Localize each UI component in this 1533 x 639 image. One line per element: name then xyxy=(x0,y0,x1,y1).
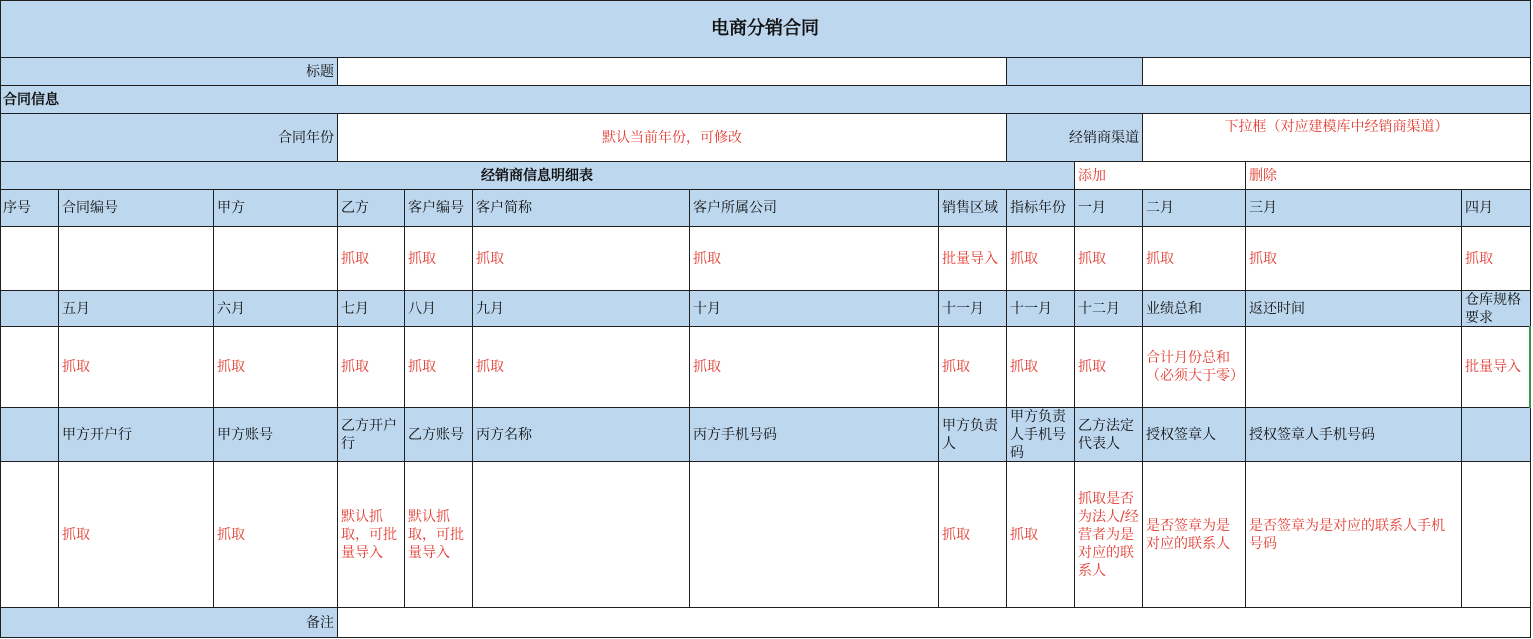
data-cell-row3-1[interactable]: 抓取 xyxy=(59,462,214,608)
column-header-header3-12 xyxy=(1462,408,1531,462)
column-header-header2-9: 十二月 xyxy=(1075,291,1143,327)
data-cell-row3-5[interactable] xyxy=(473,462,690,608)
data-cell-row2-5[interactable]: 抓取 xyxy=(473,327,690,408)
column-header-header2-11: 返还时间 xyxy=(1246,291,1462,327)
column-header-header1-5: 客户简称 xyxy=(473,190,690,227)
data-cell-row1-12[interactable]: 抓取 xyxy=(1462,227,1531,291)
channel-label: 经销商渠道 xyxy=(1007,114,1143,162)
column-header-header2-1: 五月 xyxy=(59,291,214,327)
column-header-header3-6: 丙方手机号码 xyxy=(690,408,939,462)
data-cell-row2-6[interactable]: 抓取 xyxy=(690,327,939,408)
data-cell-row2-7[interactable]: 抓取 xyxy=(939,327,1007,408)
data-cell-row3-2[interactable]: 抓取 xyxy=(214,462,338,608)
data-cell-row3-4[interactable]: 默认抓取，可批量导入 xyxy=(405,462,473,608)
column-header-header2-8: 十一月 xyxy=(1007,291,1075,327)
data-cell-row3-8[interactable]: 抓取 xyxy=(1007,462,1075,608)
data-cell-row3-12[interactable] xyxy=(1462,462,1531,608)
remark-label: 备注 xyxy=(0,608,338,638)
data-cell-row2-0[interactable] xyxy=(0,327,59,408)
column-header-header1-11: 三月 xyxy=(1246,190,1462,227)
column-header-header1-9: 一月 xyxy=(1075,190,1143,227)
column-header-header1-2: 甲方 xyxy=(214,190,338,227)
column-header-header3-1: 甲方开户行 xyxy=(59,408,214,462)
data-cell-row2-8[interactable]: 抓取 xyxy=(1007,327,1075,408)
data-cell-row1-9[interactable]: 抓取 xyxy=(1075,227,1143,291)
add-row-button[interactable]: 添加 xyxy=(1075,162,1246,190)
contract-year-label: 合同年份 xyxy=(0,114,338,162)
data-cell-row1-11[interactable]: 抓取 xyxy=(1246,227,1462,291)
delete-row-button[interactable]: 删除 xyxy=(1246,162,1531,190)
title-extra-label-cell xyxy=(1007,58,1143,86)
column-header-header3-4: 乙方账号 xyxy=(405,408,473,462)
data-cell-row3-10[interactable]: 是否签章为是对应的联系人 xyxy=(1143,462,1246,608)
data-cell-row1-0[interactable] xyxy=(0,227,59,291)
column-header-header1-1: 合同编号 xyxy=(59,190,214,227)
column-header-header2-0 xyxy=(0,291,59,327)
selection-edge-marker xyxy=(1529,326,1531,408)
column-header-header1-10: 二月 xyxy=(1143,190,1246,227)
document-title: 电商分销合同 xyxy=(0,0,1531,58)
column-header-header1-3: 乙方 xyxy=(338,190,405,227)
column-header-header2-2: 六月 xyxy=(214,291,338,327)
column-header-header3-7: 甲方负责人 xyxy=(939,408,1007,462)
data-cell-row2-9[interactable]: 抓取 xyxy=(1075,327,1143,408)
data-cell-row3-7[interactable]: 抓取 xyxy=(939,462,1007,608)
data-cell-row1-5[interactable]: 抓取 xyxy=(473,227,690,291)
column-header-header3-0 xyxy=(0,408,59,462)
data-cell-row2-4[interactable]: 抓取 xyxy=(405,327,473,408)
data-cell-row2-3[interactable]: 抓取 xyxy=(338,327,405,408)
data-cell-row1-8[interactable]: 抓取 xyxy=(1007,227,1075,291)
data-cell-row3-9[interactable]: 抓取是否为法人/经营者为是对应的联系人 xyxy=(1075,462,1143,608)
column-header-header2-3: 七月 xyxy=(338,291,405,327)
column-header-header1-4: 客户编号 xyxy=(405,190,473,227)
data-cell-row3-3[interactable]: 默认抓取，可批量导入 xyxy=(338,462,405,608)
contract-year-field[interactable]: 默认当前年份，可修改 xyxy=(338,114,1007,162)
data-cell-row1-7[interactable]: 批量导入 xyxy=(939,227,1007,291)
column-header-header3-10: 授权签章人 xyxy=(1143,408,1246,462)
data-cell-row1-4[interactable]: 抓取 xyxy=(405,227,473,291)
data-cell-row3-6[interactable] xyxy=(690,462,939,608)
column-header-header2-12: 仓库规格要求 xyxy=(1462,291,1531,327)
data-cell-row1-3[interactable]: 抓取 xyxy=(338,227,405,291)
column-header-header2-7: 十一月 xyxy=(939,291,1007,327)
data-cell-row1-6[interactable]: 抓取 xyxy=(690,227,939,291)
column-header-header2-4: 八月 xyxy=(405,291,473,327)
column-header-header3-3: 乙方开户行 xyxy=(338,408,405,462)
column-header-header3-2: 甲方账号 xyxy=(214,408,338,462)
data-cell-row2-11[interactable] xyxy=(1246,327,1462,408)
column-header-header1-7: 销售区域 xyxy=(939,190,1007,227)
detail-table-title: 经销商信息明细表 xyxy=(0,162,1075,190)
column-header-header1-6: 客户所属公司 xyxy=(690,190,939,227)
column-header-header1-0: 序号 xyxy=(0,190,59,227)
data-cell-row3-11[interactable]: 是否签章为是对应的联系人手机号码 xyxy=(1246,462,1462,608)
data-cell-row3-0[interactable] xyxy=(0,462,59,608)
column-header-header3-11: 授权签章人手机号码 xyxy=(1246,408,1462,462)
column-header-header1-8: 指标年份 xyxy=(1007,190,1075,227)
data-cell-row2-2[interactable]: 抓取 xyxy=(214,327,338,408)
data-cell-row1-2[interactable] xyxy=(214,227,338,291)
column-header-header3-9: 乙方法定代表人 xyxy=(1075,408,1143,462)
section-contract-info: 合同信息 xyxy=(0,86,1531,114)
column-header-header2-6: 十月 xyxy=(690,291,939,327)
channel-dropdown[interactable]: 下拉框（对应建模库中经销商渠道） xyxy=(1143,114,1531,162)
column-header-header1-12: 四月 xyxy=(1462,190,1531,227)
title-input-cell[interactable] xyxy=(338,58,1007,86)
column-header-header3-8: 甲方负责人手机号码 xyxy=(1007,408,1075,462)
data-cell-row2-10[interactable]: 合计月份总和（必须大于零） xyxy=(1143,327,1246,408)
data-cell-row2-12[interactable]: 批量导入 xyxy=(1462,327,1531,408)
remark-input-cell[interactable] xyxy=(338,608,1531,638)
column-header-header2-5: 九月 xyxy=(473,291,690,327)
column-header-header3-5: 丙方名称 xyxy=(473,408,690,462)
title-extra-input-cell[interactable] xyxy=(1143,58,1531,86)
title-label: 标题 xyxy=(0,58,338,86)
column-header-header2-10: 业绩总和 xyxy=(1143,291,1246,327)
data-cell-row1-1[interactable] xyxy=(59,227,214,291)
data-cell-row2-1[interactable]: 抓取 xyxy=(59,327,214,408)
data-cell-row1-10[interactable]: 抓取 xyxy=(1143,227,1246,291)
